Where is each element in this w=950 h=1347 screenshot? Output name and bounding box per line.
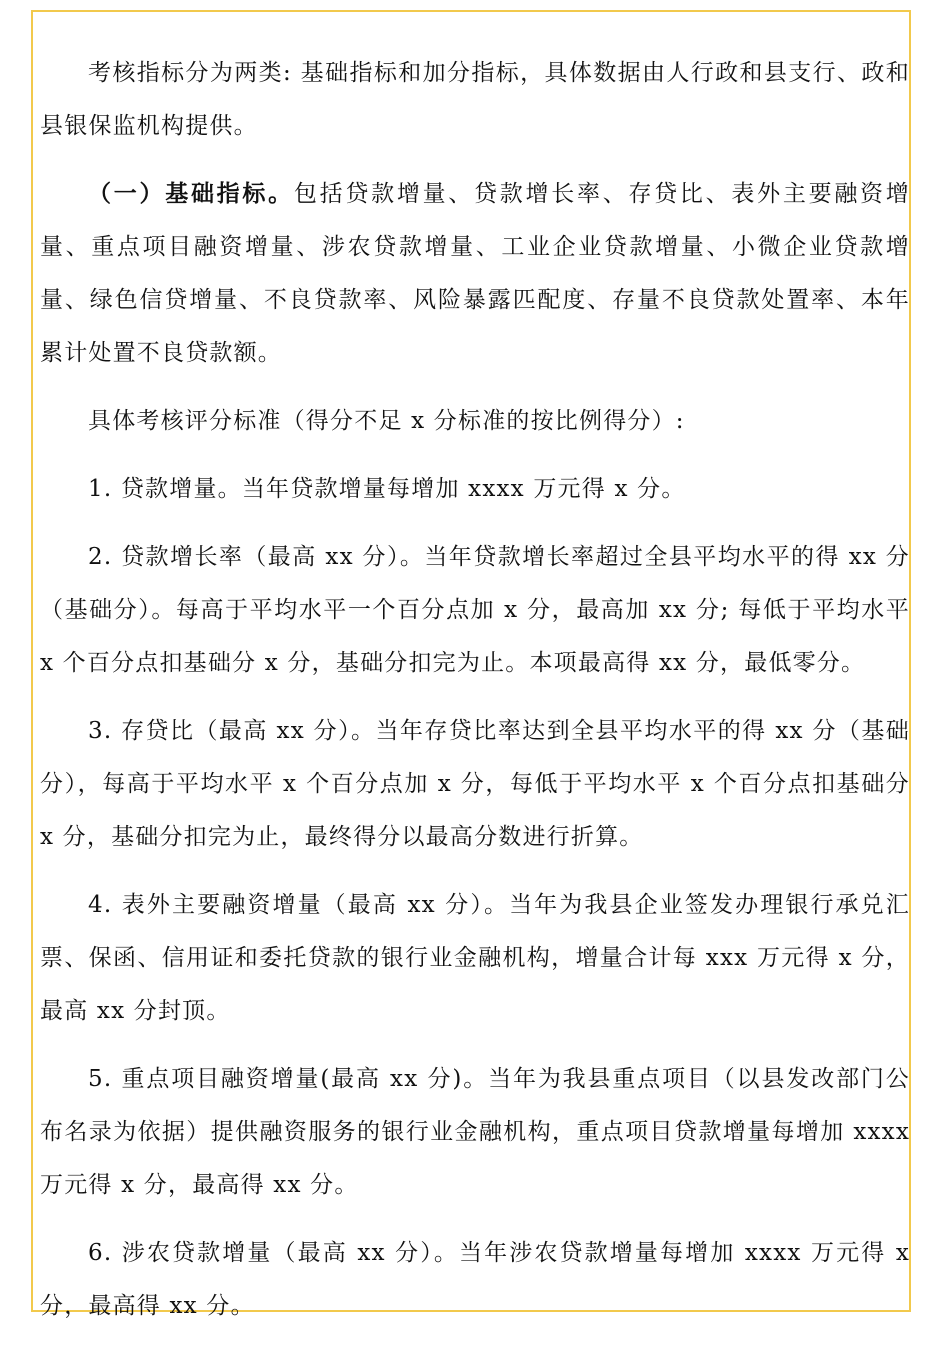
- paragraph-item-1: 1. 贷款增量。当年贷款增量每增加 xxxx 万元得 x 分。: [88, 476, 686, 502]
- paragraph-item-3: 3. 存贷比（最高 xx 分）。当年存贷比率达到全县平均水平的得 xx 分（基础分），每高于平均水平 x 个百分点加 x 分，每低于平均水平 x 个百分点扣基础分 x 分，基础分扣完为止，最终得分以最高分数进行折算。: [40, 718, 910, 850]
- paragraph-item-4: 4. 表外主要融资增量（最高 xx 分）。当年为我县企业签发办理银行承兑汇票、保函、信用证和委托贷款的银行业金融机构，增量合计每 xxx 万元得 x 分，最高 xx 分封顶。: [40, 892, 910, 1024]
- paragraph-indicator-types: 考核指标分为两类: 基础指标和加分指标，具体数据由人行政和县支行、政和县银保监机构提供。: [40, 60, 910, 139]
- paragraph-item-2: 2. 贷款增长率（最高 xx 分）。当年贷款增长率超过全县平均水平的得 xx 分（基础分）。每高于平均水平一个百分点加 x 分，最高加 xx 分; 每低于平均水平 x 个百分点扣基础分 x 分，基础分扣完为止。本项最高得 xx 分，最低零分。: [40, 544, 910, 676]
- section-heading: （一）基础指标。: [88, 180, 294, 207]
- document-body: [40, 46, 910, 1347]
- paragraph-scoring-standard: 具体考核评分标准（得分不足 x 分标准的按比例得分）:: [88, 408, 685, 434]
- paragraph-basic-indicators: （一）基础指标。包括贷款增量、贷款增长率、存贷比、表外主要融资增量、重点项目融资增量、涉农贷款增量、工业企业贷款增量、小微企业贷款增量、绿色信贷增量、不良贷款率、风险暴露匹配度、存量不良贷款处置率、本年累计处置不良贷款额。: [40, 180, 910, 366]
- paragraph-item-6: 6. 涉农贷款增量（最高 xx 分）。当年涉农贷款增量每增加 xxxx 万元得 x 分，最高得 xx 分。: [40, 1240, 910, 1319]
- paragraph-item-5: 5. 重点项目融资增量(最高 xx 分)。当年为我县重点项目（以县发改部门公布名录为依据）提供融资服务的银行业金融机构，重点项目贷款增量每增加 xxxx 万元得 x 分，最高得 xx 分。: [40, 1066, 910, 1198]
